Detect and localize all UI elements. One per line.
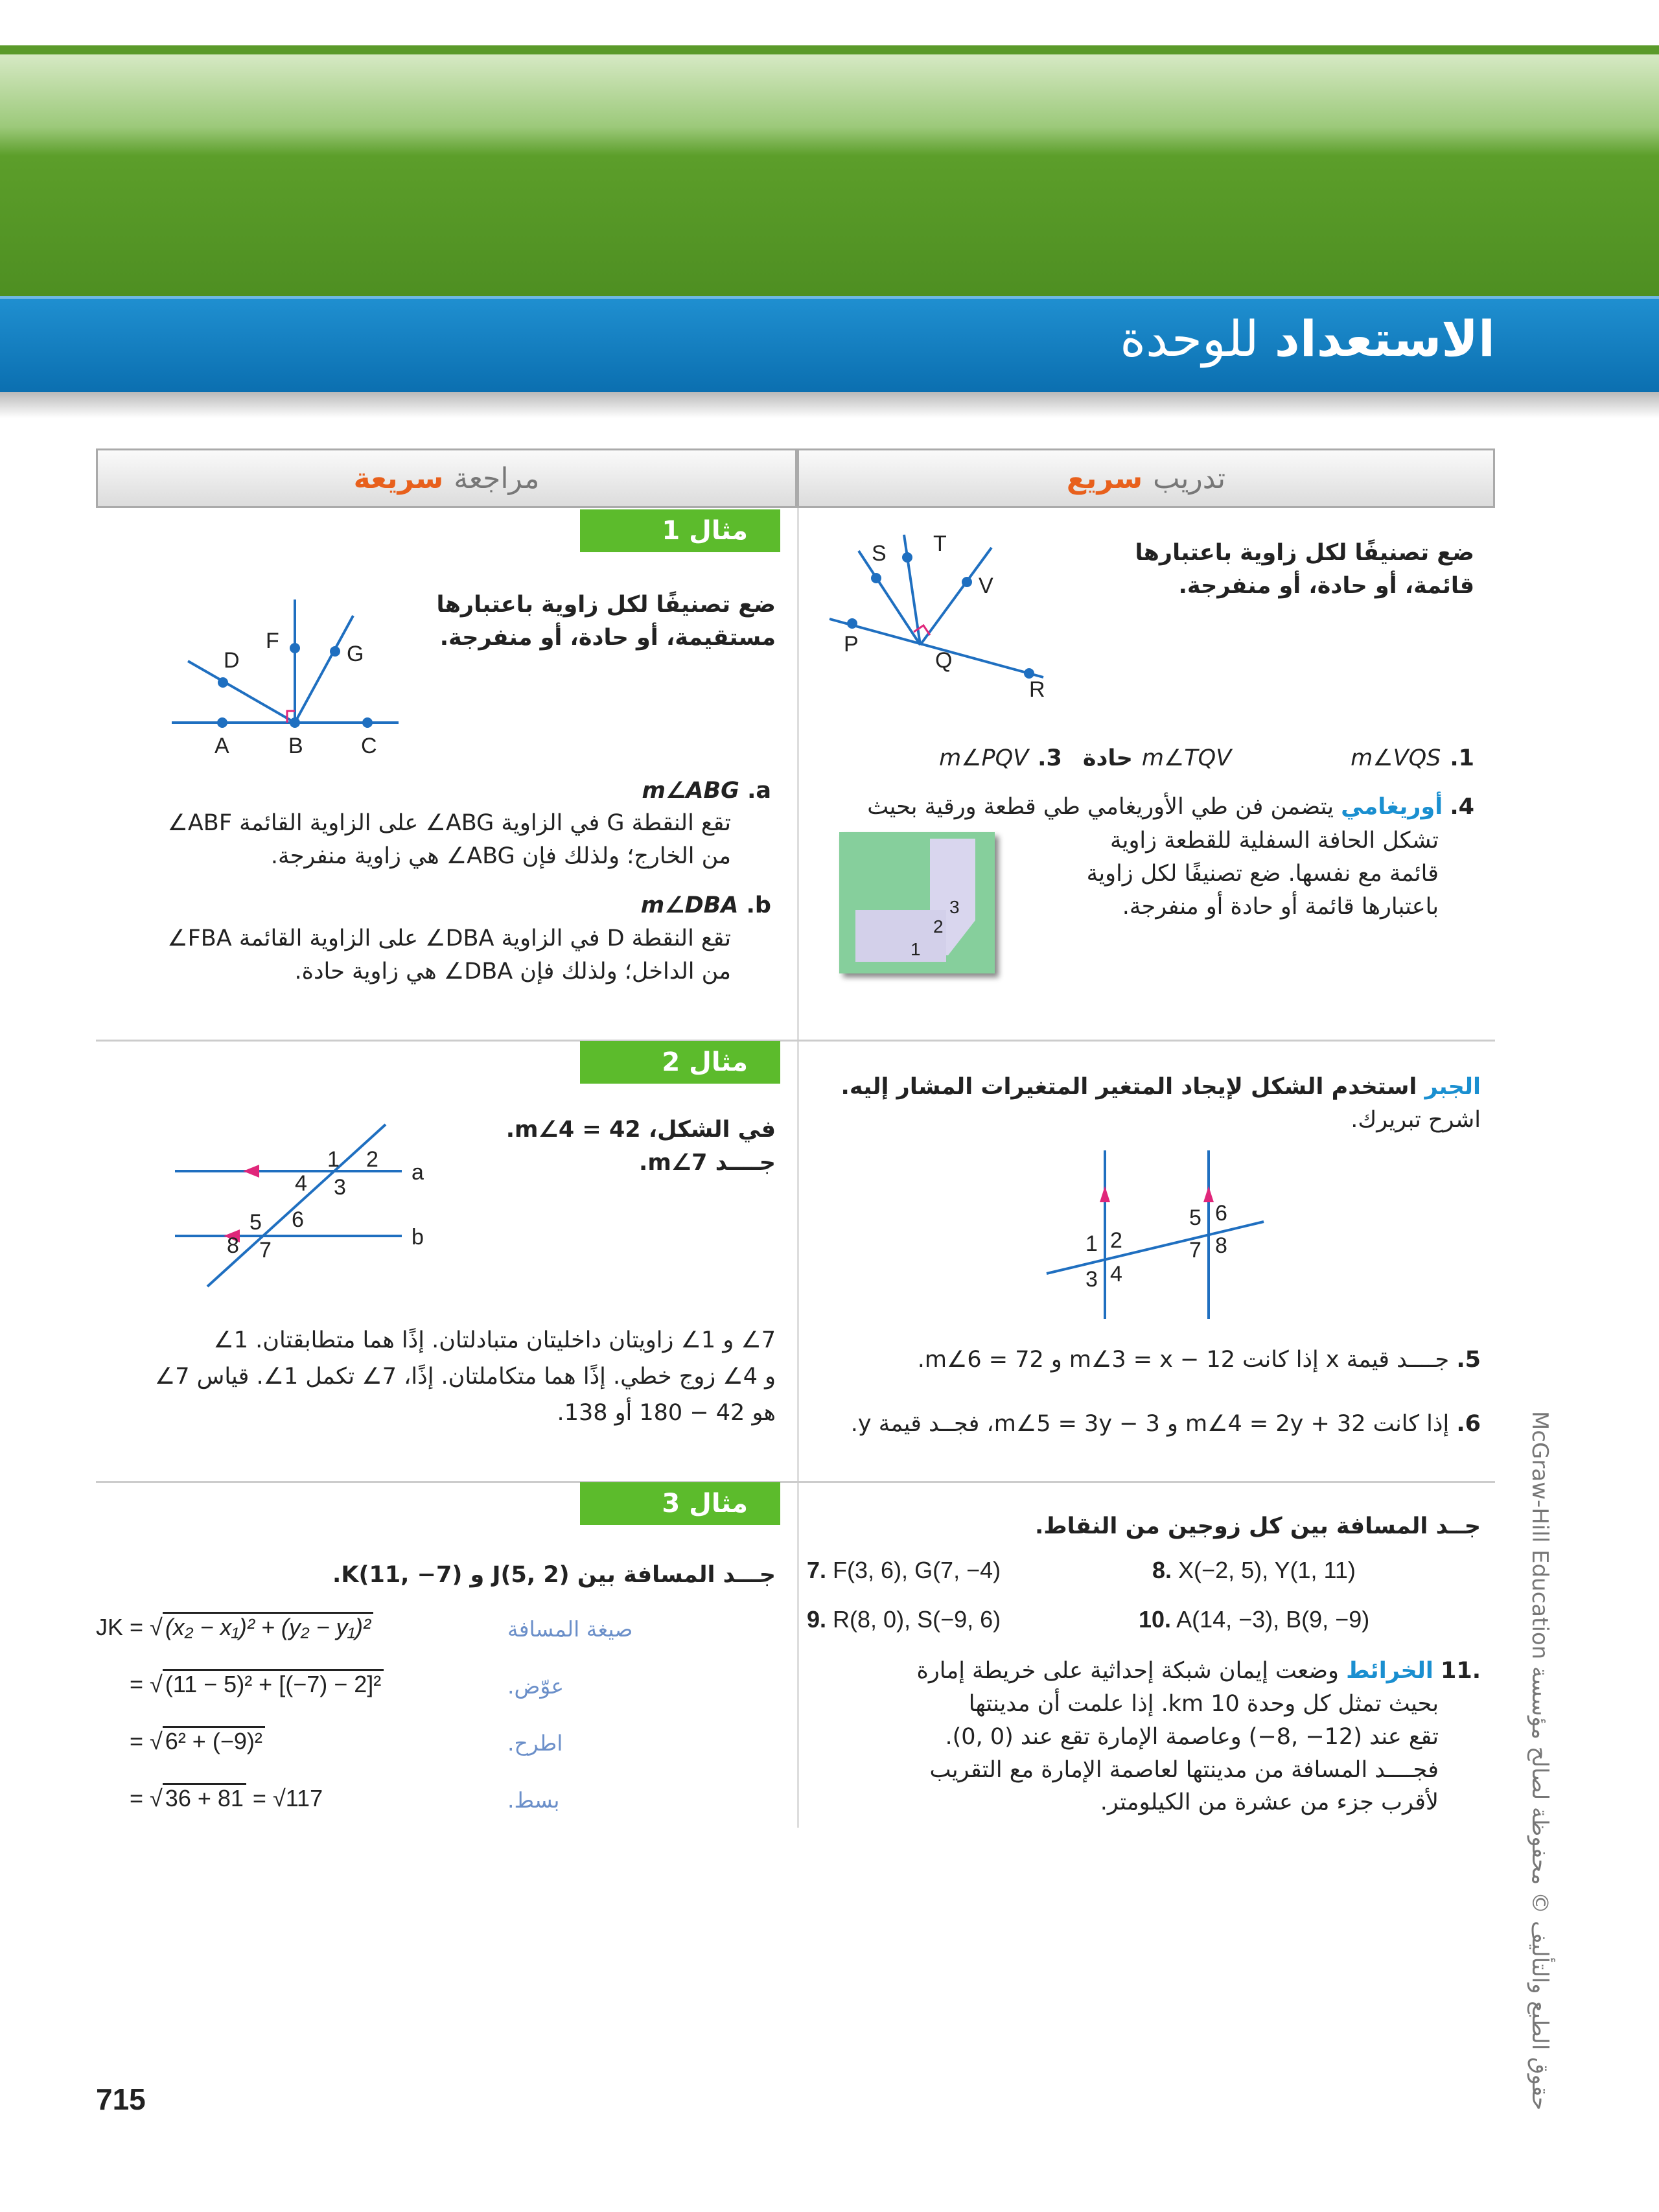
s1-right-q4_l1: يتضمن فن طي الأوريغامي طي قطعة ورقية بحيث: [867, 794, 1334, 820]
s3-right-q11_l1: وضعت إيمان شبكة إحداثية على خريطة إمارة: [916, 1658, 1339, 1684]
header-word: تدريب: [1153, 461, 1226, 495]
s3-right-q11_l2: بحيث تمثل كل وحدة 10 km. إذا علمت أن مدينتها: [968, 1691, 1439, 1717]
example3-prompt: جـــد المسافة بين J(5, 2) و K(11, −7).: [332, 1562, 776, 1588]
s1-left-b_l2: من الداخل؛ ولذلك فإن DBA∠ هي زاوية حادة.: [294, 958, 731, 984]
s3-right-q8_num: 8.: [1152, 1557, 1172, 1583]
angles-pqr-diagram: [823, 522, 1069, 710]
s2-right-diagram-n5: 5: [1189, 1205, 1201, 1230]
element: [1047, 1222, 1264, 1274]
element: [364, 719, 371, 727]
s1-right-fold-n2: 2: [933, 916, 944, 937]
example2-prompt: [506, 1113, 776, 1180]
element: [963, 578, 971, 586]
s1-right-q1_num: .1: [1450, 745, 1474, 771]
section-divider: [96, 1481, 1495, 1483]
example2-explanation: [155, 1322, 776, 1431]
s1-left-a_l2: من الخارج؛ ولذلك فإن ABG∠ هي زاوية منفرجة.: [270, 843, 731, 869]
q9: [807, 1606, 1001, 1633]
s1-right-diagram-R: R: [1029, 677, 1045, 702]
part-a: [642, 774, 771, 808]
header-accent: سريع: [1066, 461, 1143, 495]
s1-right-q4_l3: قائمة مع نفسها. ضع تصنيفًا لكل زاوية: [1086, 860, 1439, 887]
s2-right-q6: إذا كانت m∠4 = 2y + 32 و m∠5 = 3y − 3، فجــد قيمة y.: [850, 1411, 1450, 1437]
s1-right-q4_l4: باعتبارها قائمة أو حادة أو منفرجة.: [1122, 893, 1439, 920]
q10: [1139, 1606, 1369, 1633]
s1-left-b: m∠DBA: [640, 892, 739, 918]
s2-left-l1: في الشكل، m∠4 = 42.: [505, 1117, 776, 1143]
s3-left-rows-2-lhs: =: [130, 1728, 150, 1754]
element: [188, 661, 295, 723]
part-b: [641, 889, 771, 922]
element: [1203, 1186, 1214, 1202]
s2-left-diagram-n4: 4: [295, 1171, 307, 1196]
q7: [807, 1557, 1001, 1584]
s2-right-diagram-n3: 3: [1085, 1267, 1098, 1292]
s2-left-diagram-n3: 3: [334, 1175, 346, 1200]
s1-right-diagram-T: T: [933, 531, 947, 556]
q6: [851, 1408, 1481, 1441]
element: [291, 644, 299, 652]
element: [872, 574, 880, 582]
element: [855, 910, 946, 962]
s3-right-q10_num: 10.: [1139, 1606, 1172, 1633]
header-word: مراجعة: [454, 461, 540, 495]
s3-right-q9_num: 9.: [807, 1606, 827, 1633]
q3: m∠PQV: [939, 745, 1029, 771]
element: [848, 620, 856, 627]
s1-right-diagram-Q: Q: [935, 648, 953, 673]
element: [295, 616, 353, 723]
s2-right-diagram-n7: 7: [1189, 1238, 1201, 1263]
s2-left-diagram-n5: 5: [249, 1210, 262, 1235]
example-1-tab: مثال 1: [580, 509, 780, 552]
s1-left-a_label: .a: [747, 778, 771, 804]
s1-right-prompt2: قائمة، أو حادة، أو منفرجة.: [1178, 572, 1474, 599]
distance-prompt: جــد المسافة بين كل زوجين من النقاط.: [1035, 1513, 1481, 1539]
s3-left-rows-3-rad: 36 + 81: [163, 1783, 246, 1811]
element: [1100, 1186, 1214, 1202]
s3-right-q11_l3: تقع عند (12− ,8−) وعاصمة الإمارة تقع عند (0 ,0).: [945, 1723, 1439, 1750]
header-shadow: [0, 392, 1659, 418]
s1-right-diagram-P: P: [844, 632, 859, 657]
example-2-tab: مثال 2: [580, 1041, 780, 1084]
s3-left-rows-0-lhs: JK =: [96, 1614, 150, 1640]
column-header-practice: [797, 448, 1495, 508]
s1-right-prompt1: ضع تصنيفًا لكل زاوية باعتبارها: [1135, 540, 1474, 566]
header-green-band: [0, 54, 1659, 296]
step-label: اطرح.: [507, 1730, 563, 1756]
s2-right-q6_num: 6.: [1456, 1411, 1481, 1437]
q4-text: [1087, 824, 1439, 923]
example1-prompt: [437, 588, 776, 655]
s2-left-e1: 7∠ و 1∠ زاويتان داخليتان متبادلتان. إذًا هما متطابقتان. 1∠: [213, 1327, 776, 1353]
element: [172, 600, 399, 727]
s3-right-q11_l5: لأقرب جزء من عشرة من الكيلومتر.: [1100, 1789, 1439, 1816]
s2-right-diagram-n8: 8: [1215, 1233, 1227, 1258]
formula-row: JK = √ (x₂ − x₁)² + (y₂ − y₁)²: [96, 1614, 373, 1641]
example-3-tab: مثال 3: [580, 1482, 780, 1525]
element: [1025, 669, 1033, 677]
column-header-review: [96, 448, 797, 508]
s1-right-fold-n3: 3: [949, 897, 960, 917]
s2-left-diagram-n1: 1: [327, 1147, 340, 1172]
topic-algebra: الجبر: [1424, 1074, 1481, 1100]
s2-left-e3: هو 42 − 180 أو 138.: [557, 1400, 776, 1426]
s1-left-prompt2: مستقيمة، أو حادة، أو منفرجة.: [439, 624, 776, 651]
s2-left-diagram-n2: 2: [366, 1147, 378, 1172]
s2-right-diagram-n6: 6: [1215, 1201, 1227, 1226]
element: [1047, 1150, 1264, 1319]
s2-right-l1: استخدم الشكل لإيجاد المتغير المتغيرات المشار إليه.: [841, 1074, 1417, 1100]
s2-right-q5_num: 5.: [1456, 1347, 1481, 1373]
s2-left-diagram-a: a: [412, 1160, 424, 1185]
s2-left-l2: جــــد m∠7.: [639, 1149, 776, 1176]
s1-right-fold-n1: 1: [911, 939, 921, 959]
algebra-prompt: [841, 1071, 1481, 1137]
title-rest: للوحدة: [1120, 310, 1259, 367]
element: [841, 1071, 1481, 1104]
q2: m∠TQV: [1141, 745, 1232, 771]
s1-left-diagram-D: D: [224, 648, 240, 673]
angles-abc-diagram: [165, 583, 412, 765]
topic-origami: أوريغامي: [1341, 794, 1443, 820]
s1-left-diagram-B: B: [288, 734, 303, 758]
origami-image: [839, 832, 995, 973]
s3-right-q7: F(3, 6), G(7, −4): [833, 1557, 1001, 1583]
transversal-diagram: [168, 1118, 441, 1296]
s1-left-prompt1: ضع تصنيفًا لكل زاوية باعتبارها: [436, 592, 776, 618]
s3-left-rows-1-rad: (11 − 5)² + [(−7) − 2]²: [163, 1669, 384, 1697]
part-b-explanation: [167, 922, 731, 988]
element: [218, 719, 226, 727]
s3-right-q7_num: 7.: [807, 1557, 827, 1583]
s2-left-diagram-n6: 6: [292, 1207, 304, 1232]
element: [903, 553, 911, 561]
s1-left-diagram-A: A: [215, 734, 229, 758]
s3-right-q9: R(8, 0), S(−9, 6): [833, 1606, 1001, 1633]
s2-right-l2: اشرح تبريرك.: [1351, 1106, 1481, 1133]
element: [1100, 1186, 1110, 1202]
s1-questions-row: [939, 742, 1474, 775]
element: [243, 1165, 259, 1178]
element: [219, 679, 227, 686]
s3-left-rows-3-lhs: =: [130, 1785, 150, 1811]
q11-text: [930, 1688, 1439, 1819]
q1: m∠VQS: [1351, 745, 1441, 771]
page-number: 715: [96, 2082, 146, 2116]
element: [859, 551, 920, 645]
s1-left-a_l1: تقع النقطة G في الزاوية ABG∠ على الزاوية القائمة ABF∠: [167, 810, 731, 836]
s3-left-rows-1-lhs: =: [130, 1671, 150, 1697]
s3-right-q10: A(14, −3), B(9, −9): [1176, 1606, 1370, 1633]
s3-right-q11_l4: فجــــد المسافة من مدينتها لعاصمة الإمارة مع التقريب: [929, 1756, 1439, 1783]
title-bold: الاستعداد: [1274, 310, 1495, 367]
s2-left-diagram-n7: 7: [259, 1238, 272, 1263]
s3-left-rows-3-tail: = √117: [246, 1785, 323, 1811]
s1-right-q3_num: .3: [1038, 745, 1062, 771]
s1-right-diagram-V: V: [979, 574, 993, 598]
s1-left-a: m∠ABG: [642, 778, 739, 804]
formula-row: = √ 6² + (−9)²: [130, 1728, 265, 1755]
header-accent: سريعة: [353, 461, 444, 495]
q4: [867, 791, 1474, 824]
step-label: بسط.: [507, 1787, 560, 1813]
formula-row: = √ (11 − 5)² + [(−7) − 2]²: [130, 1671, 384, 1698]
formula-row: = √ 36 + 81 = √117: [130, 1785, 323, 1812]
s1-left-diagram-C: C: [361, 734, 377, 758]
step-label: صيغة المسافة: [507, 1616, 633, 1642]
element: [207, 1124, 386, 1286]
s1-right-q4_num: 4.: [1450, 794, 1474, 820]
s2-left-e2: و 4∠ زوج خطي. إذًا هما متكاملتان. إذًا، 7∠ تكمل 1∠. قياس 7∠: [154, 1364, 776, 1390]
page-title: [1120, 310, 1495, 367]
part-a-explanation: [167, 807, 731, 873]
s1-right-diagram-S: S: [872, 541, 887, 566]
s3-right-q11_num: .11: [1440, 1658, 1481, 1684]
s1-left-b_label: .b: [746, 892, 771, 918]
s2-left-diagram-n8: 8: [227, 1233, 239, 1258]
s2-left-diagram-b: b: [412, 1225, 424, 1250]
element: [331, 647, 339, 655]
element: [291, 719, 299, 727]
parallel-lines-diagram: [1040, 1144, 1273, 1325]
s1-left-diagram-F: F: [266, 629, 279, 653]
s1-left-diagram-G: G: [347, 642, 364, 666]
s3-left-rows-0-rad: (x₂ − x₁)² + (y₂ − y₁)²: [163, 1612, 373, 1640]
s1-left-b_l1: تقع النقطة D في الزاوية DBA∠ على الزاوية القائمة FBA∠: [167, 926, 731, 951]
q11: [917, 1655, 1481, 1688]
s2-right-diagram-n4: 4: [1110, 1262, 1122, 1286]
column-divider: [797, 508, 799, 1828]
q8: [1152, 1557, 1356, 1584]
q2-answer: حادة: [1082, 745, 1133, 771]
step-label: عوّض.: [507, 1673, 564, 1699]
s3-right-q8: X(−2, 5), Y(1, 11): [1178, 1557, 1356, 1583]
topic-maps: الخرائط: [1346, 1658, 1433, 1684]
s2-right-diagram-n2: 2: [1110, 1228, 1122, 1253]
top-stripe: [0, 45, 1659, 54]
s1-prompt: [1135, 537, 1474, 603]
s1-right-q4_l2: تشكل الحافة السفلية للقطعة زاوية: [1109, 828, 1439, 854]
q5: [918, 1344, 1481, 1377]
copyright-notice: McGraw-Hill Education حقوق الطبع والتأليف © محفوظة لصالح مؤسسة: [1527, 1411, 1553, 2111]
s3-left-rows-2-rad: 6² + (−9)²: [163, 1726, 265, 1754]
s2-right-diagram-n1: 1: [1085, 1231, 1098, 1256]
s2-right-q5: جــــد قيمة x إذا كانت m∠3 = x − 12 و m∠6 = 72.: [917, 1347, 1450, 1373]
section-divider: [96, 1040, 1495, 1042]
